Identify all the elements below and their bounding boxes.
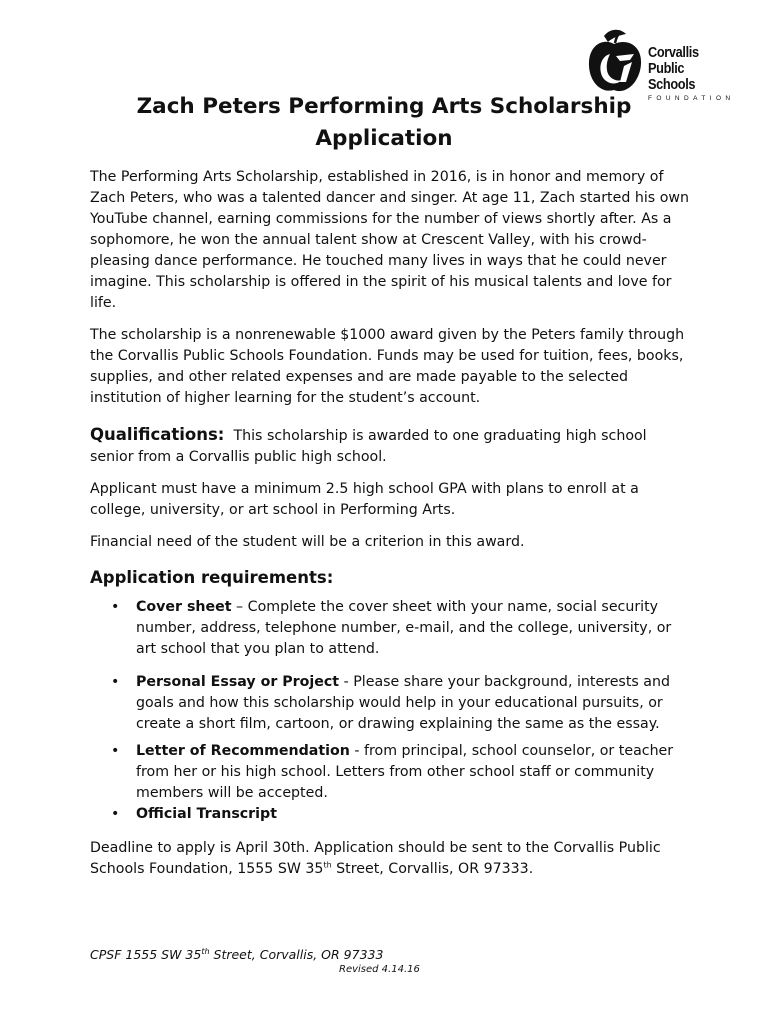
requirement-cover-sheet [90,597,690,660]
document-body [90,167,690,891]
footer-text-1: CPSF 1555 SW 35 [90,947,202,962]
revision-date: Revised 4.14.16 [339,964,420,975]
financial-paragraph: Financial need of the student will be a criterion in this award. [90,534,525,550]
requirement-text: - Please share your background, interests and goals and how this scholarship would help in your educational pursuits, or create a short film, cartoon, or drawing explaining the same as the essay. [136,674,670,732]
requirement-personal-essay [90,672,690,735]
deadline-paragraph [90,838,690,880]
qualifications-text: This scholarship is awarded to one graduating high school senior from a Corvallis public high school. [90,428,647,465]
gpa-paragraph: Applicant must have a minimum 2.5 high school GPA with plans to enroll at a college, university, or art school in Performing Arts. [90,481,639,518]
foundation-logo [586,26,746,102]
qualifications-heading: Qualifications: [90,425,225,444]
intro-paragraph: The Performing Arts Scholarship, established in 2016, is in honor and memory of Zach Peters, who was a talented dancer and singer. At age 11, Zach started his own YouTube channel, earning commissions for the number of views shortly after. As a sophomore, he won the annual talent show at Crescent Valley, with his crowd-pleasing dance performance. He touched many lives in ways that he could never imagine. This scholarship is offered in the spirit of his musical talents and love for life. [90,169,689,311]
logo-line-2: Public Schools [648,61,696,93]
requirement-title: Personal Essay or Project [136,674,340,690]
requirements-list [90,597,690,825]
bullet: • [111,806,120,822]
logo-line-3: FOUNDATION [648,95,735,102]
page-title: Zach Peters Performing Arts Scholarship Application [136,94,632,151]
footer-address [90,947,383,963]
bullet: • [111,599,120,615]
footer-text-2: Street, Corvallis, OR 97333 [209,947,384,962]
bullet: • [111,674,120,690]
requirement-text: – Complete the cover sheet with your name, social security number, address, telephone number, e-mail, and the college, university, or art school that you plan to attend. [136,599,672,657]
qualifications-paragraph [90,424,690,468]
requirement-letter-of-recommendation [90,741,690,804]
deadline-superscript: th [323,860,332,870]
deadline-text-2: Street, Corvallis, OR 97333. [331,861,534,877]
requirements-heading: Application requirements: [90,568,334,587]
requirement-title: Letter of Recommendation [136,743,350,759]
footer-superscript: th [201,946,210,956]
logo-line-1: Corvallis [648,45,699,61]
requirement-title: Cover sheet [136,599,232,615]
award-paragraph: The scholarship is a nonrenewable $1000 award given by the Peters family through the Corvallis Public Schools Foundation. Funds may be used for tuition, fees, books, supplies, and other related expenses and are made payable to the selected institution of higher learning for the student’s account. [90,327,685,406]
requirement-text: - from principal, school counselor, or teacher from her or his high school. Letters from other school staff or community members will be accepted. [136,743,674,801]
requirement-official-transcript [90,804,690,825]
bullet: • [111,743,120,759]
deadline-text-1: Deadline to apply is April 30th. Application should be sent to the Corvallis Public Schools Foundation, 1555 SW 35 [90,840,661,877]
apple-icon [586,26,646,96]
requirement-title: Official Transcript [136,806,277,822]
